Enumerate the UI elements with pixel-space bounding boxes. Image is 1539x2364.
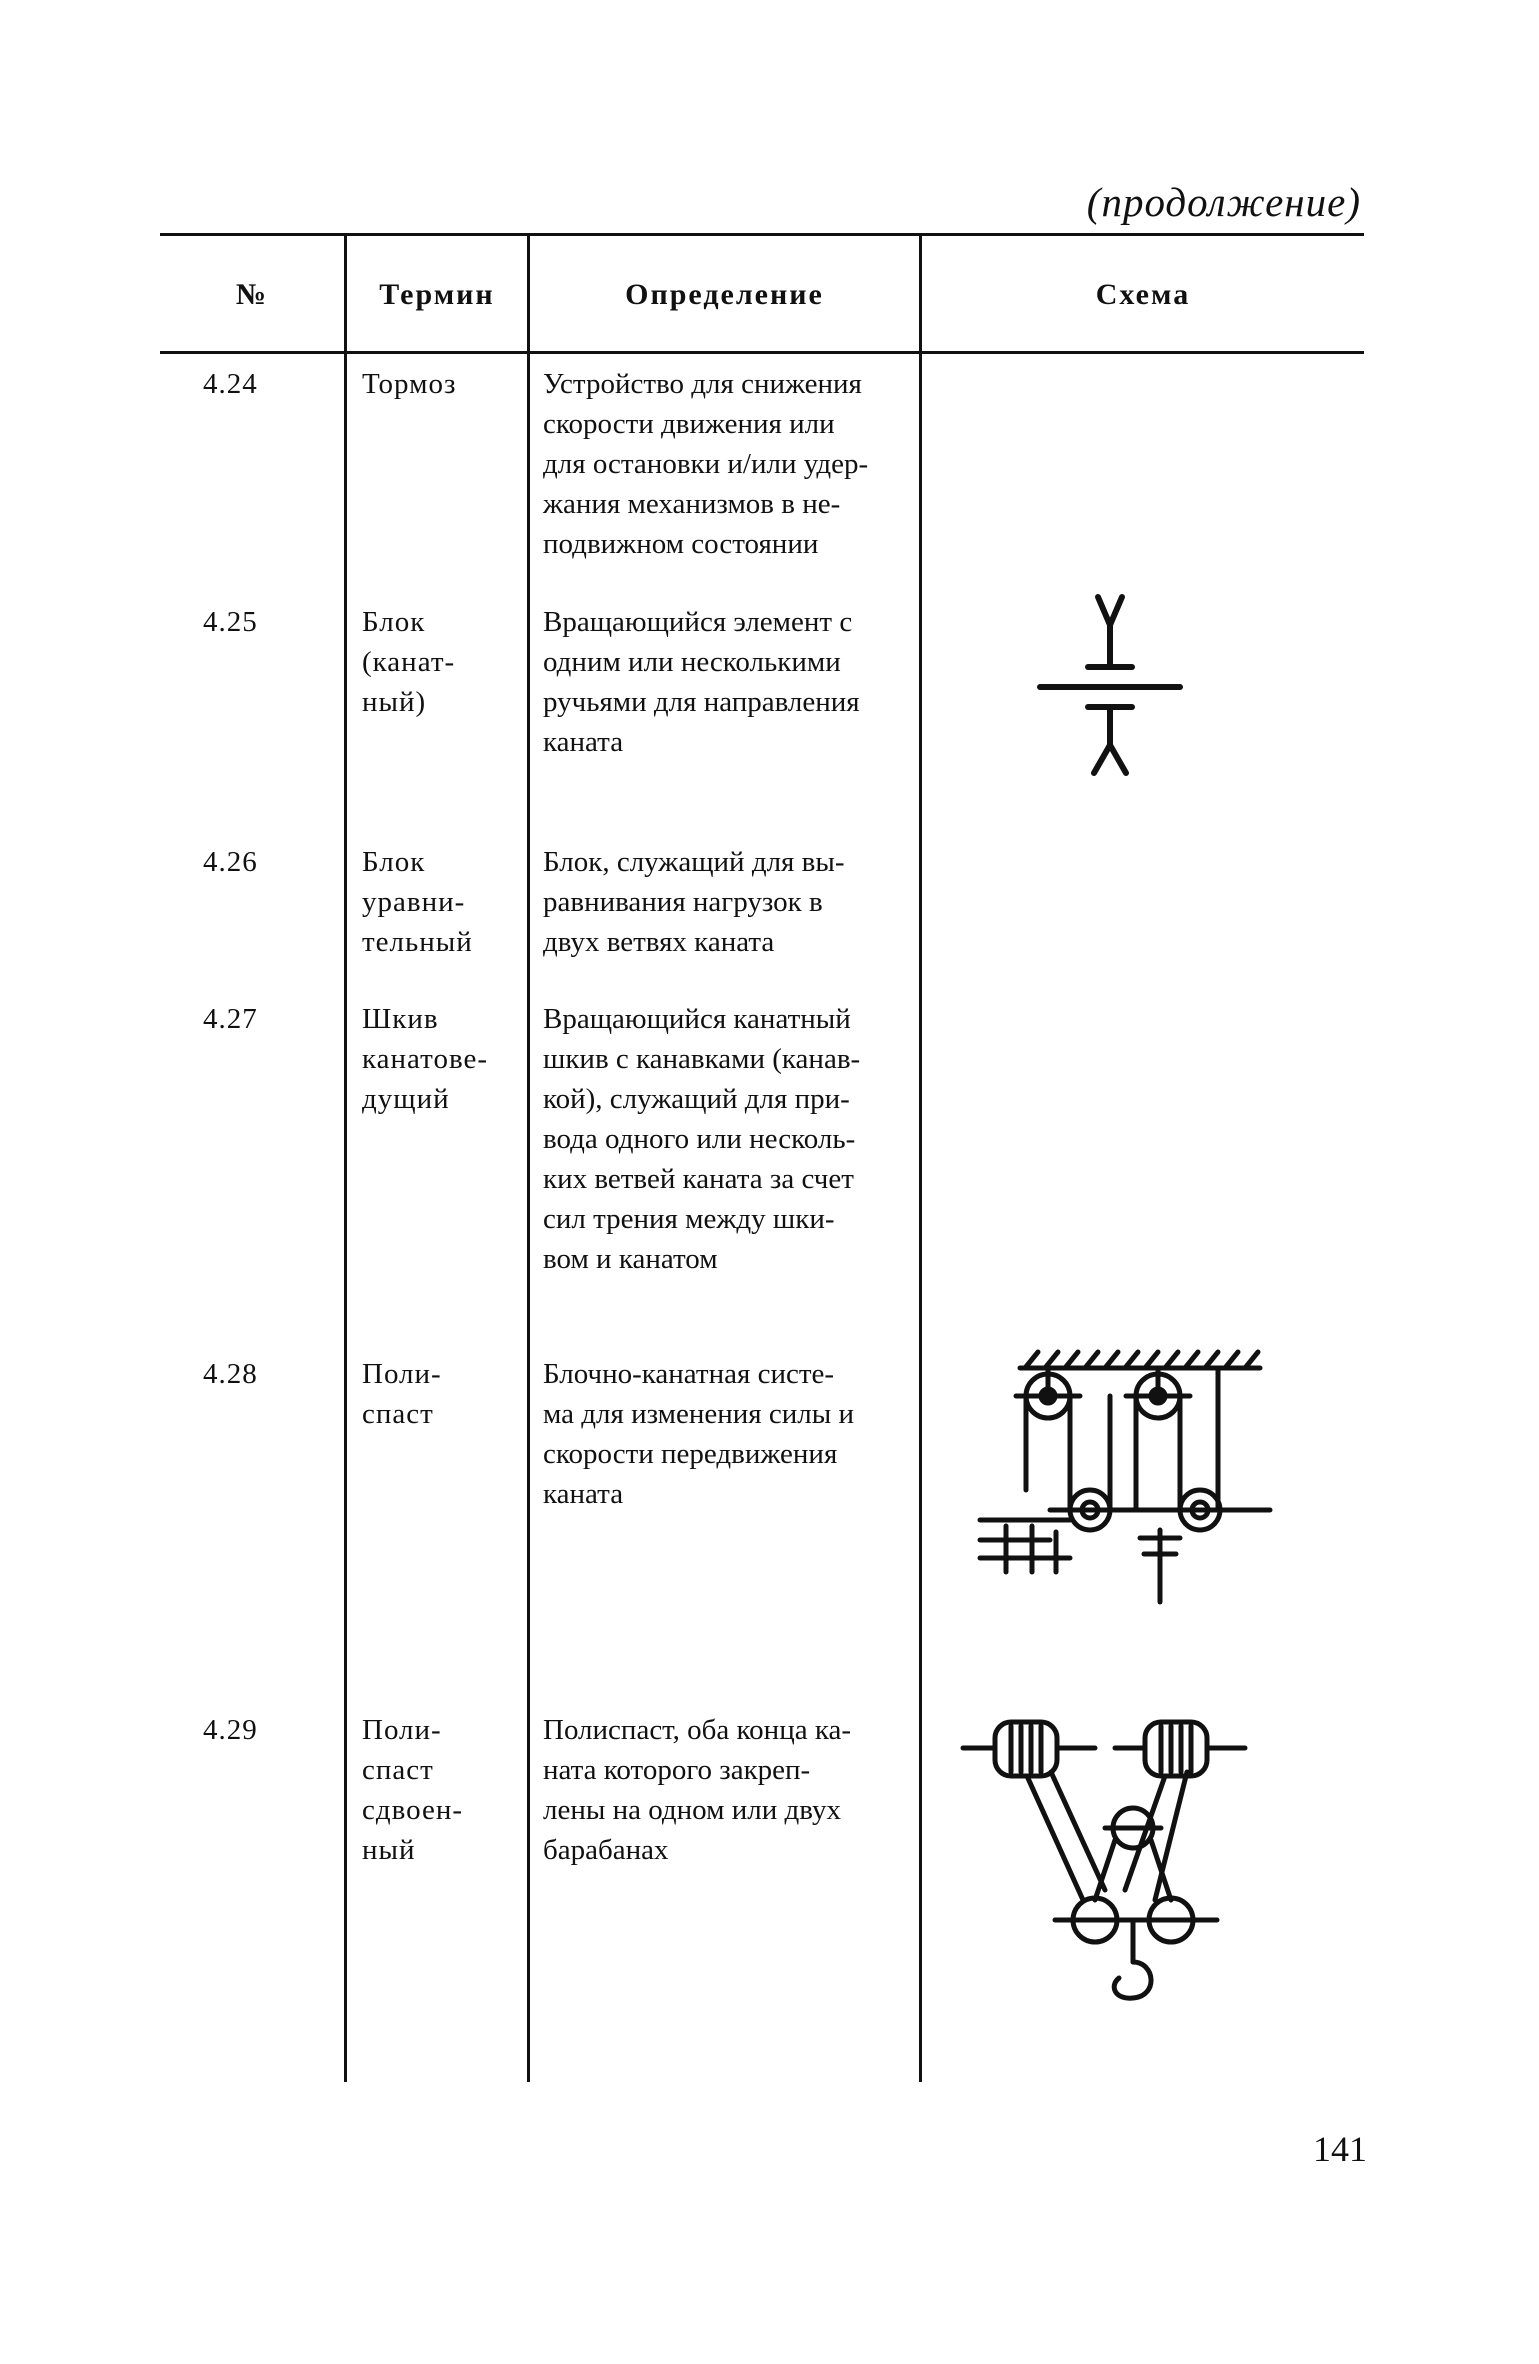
term-line: уравни- xyxy=(362,886,466,918)
row-number: 4.28 xyxy=(203,1358,258,1390)
continuation-label: (продолжение) xyxy=(1086,179,1361,225)
row-definition xyxy=(543,602,913,762)
row-term xyxy=(362,1710,522,1870)
term-line: дущий xyxy=(362,1083,450,1115)
term-line: сдвоен- xyxy=(362,1794,464,1826)
rope-block-symbol xyxy=(1030,585,1190,785)
row-definition xyxy=(543,999,913,1279)
row-term xyxy=(362,1354,522,1434)
definition-line: кой), служащий для при- xyxy=(543,1083,850,1115)
definition-line: каната xyxy=(543,1478,624,1510)
definition-line: Блочно-канатная систе- xyxy=(543,1358,835,1390)
column-divider-3 xyxy=(919,236,922,2082)
column-divider-1 xyxy=(344,236,347,2082)
header-definition: Определение xyxy=(625,278,824,311)
double-hoist-diagram xyxy=(955,1700,1285,2040)
row-term xyxy=(362,602,522,722)
definition-line: ких ветвей каната за счет xyxy=(543,1163,854,1195)
term-line: спаст xyxy=(362,1754,434,1786)
definition-line: для остановки и/или удер- xyxy=(543,448,869,480)
definition-line: каната xyxy=(543,726,624,758)
definition-line: Вращающийся канатный xyxy=(543,1003,851,1035)
pulley-hoist-diagram xyxy=(960,1340,1280,1610)
definition-line: Полиспаст, оба конца ка- xyxy=(543,1714,852,1746)
term-line: Поли- xyxy=(362,1358,442,1390)
row-term xyxy=(362,842,522,962)
row-definition xyxy=(543,1710,913,1870)
row-definition xyxy=(543,364,913,564)
definition-line: лены на одном или двух xyxy=(543,1794,841,1826)
term-line: ный) xyxy=(362,686,427,718)
term-line: Тормоз xyxy=(362,368,457,400)
definition-line: двух ветвях каната xyxy=(543,926,775,958)
row-term xyxy=(362,999,522,1119)
definition-line: вом и канатом xyxy=(543,1243,718,1275)
row-number: 4.25 xyxy=(203,606,258,638)
table-top-rule xyxy=(160,233,1364,236)
definition-line: жания механизмов в не- xyxy=(543,488,841,520)
term-line: спаст xyxy=(362,1398,434,1430)
column-divider-2 xyxy=(527,236,530,2082)
definition-line: Вращающийся элемент с xyxy=(543,606,853,638)
definition-line: Блок, служащий для вы- xyxy=(543,846,845,878)
definition-line: одним или несколькими xyxy=(543,646,841,678)
term-line: Блок xyxy=(362,846,426,878)
definition-line: равнивания нагрузок в xyxy=(543,886,823,918)
definition-line: ната которого закреп- xyxy=(543,1754,811,1786)
definition-line: скорости движения или xyxy=(543,408,835,440)
row-number: 4.24 xyxy=(203,368,258,400)
definition-line: сил трения между шки- xyxy=(543,1203,835,1235)
definition-line: вода одного или несколь- xyxy=(543,1123,856,1155)
definition-line: ручьями для направления xyxy=(543,686,860,718)
row-definition xyxy=(543,842,913,962)
term-line: Блок xyxy=(362,606,426,638)
page-number: 141 xyxy=(1313,2129,1367,2169)
definition-line: подвижном состоянии xyxy=(543,528,819,560)
header-term: Термин xyxy=(379,278,495,311)
definition-line: барабанах xyxy=(543,1834,669,1866)
definition-line: шкив с канавками (канав- xyxy=(543,1043,861,1075)
header-scheme: Схема xyxy=(1095,278,1191,311)
row-number: 4.29 xyxy=(203,1714,258,1746)
definition-line: ма для изменения силы и xyxy=(543,1398,855,1430)
row-definition xyxy=(543,1354,913,1514)
row-term xyxy=(362,364,522,404)
term-line: тельный xyxy=(362,926,473,958)
row-number: 4.27 xyxy=(203,1003,258,1035)
term-line: канатове- xyxy=(362,1043,489,1075)
term-line: Поли- xyxy=(362,1714,442,1746)
term-line: (канат- xyxy=(362,646,456,678)
definition-line: Устройство для снижения xyxy=(543,368,862,400)
table-header-rule xyxy=(160,351,1364,354)
term-line: ный xyxy=(362,1834,416,1866)
row-number: 4.26 xyxy=(203,846,258,878)
term-line: Шкив xyxy=(362,1003,439,1035)
header-number: № xyxy=(235,278,269,311)
definition-line: скорости передвижения xyxy=(543,1438,838,1470)
